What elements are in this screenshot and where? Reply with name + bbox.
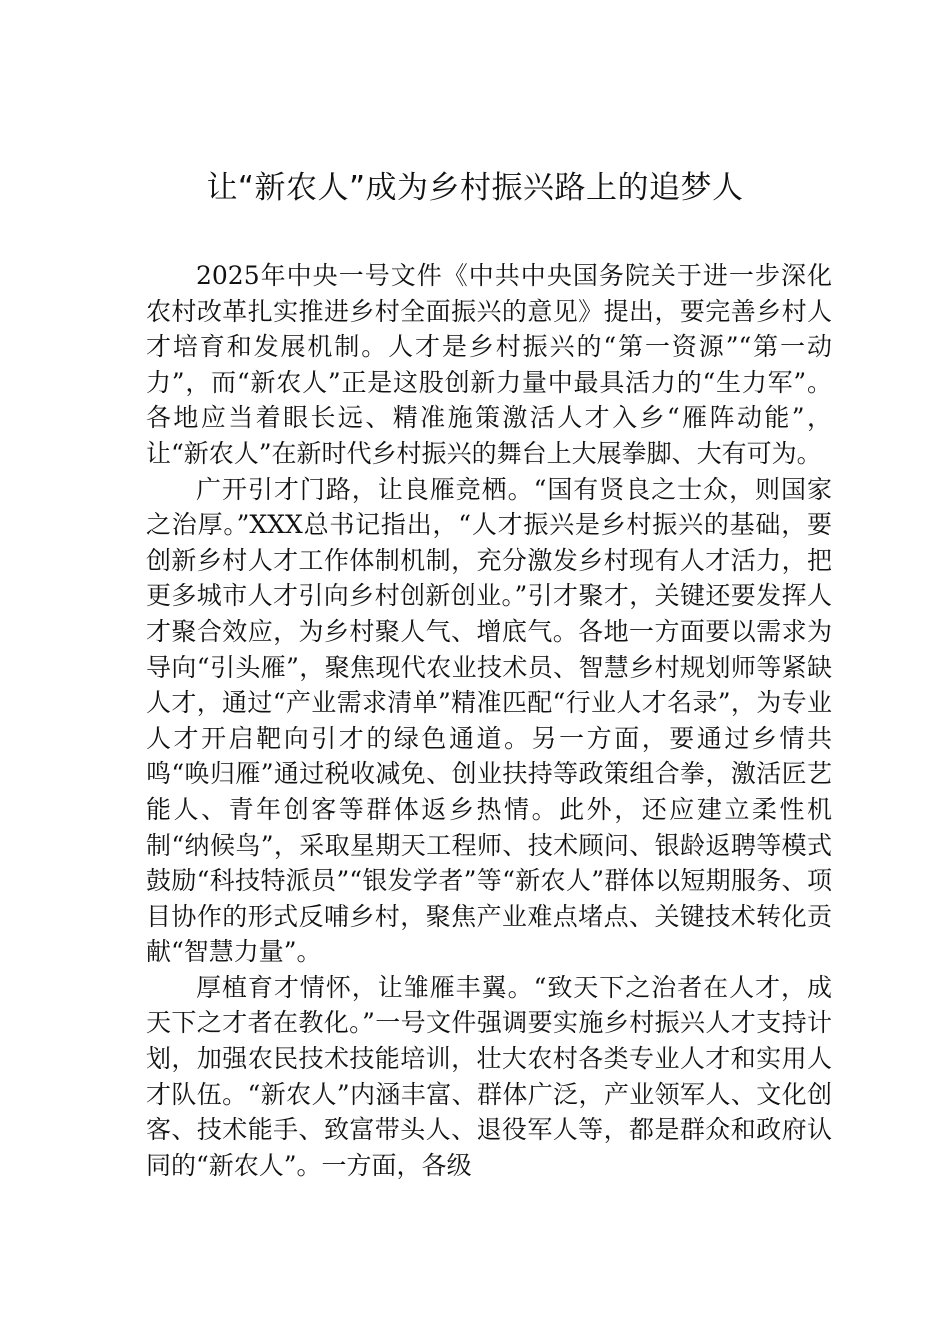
document-title: 让“新农人”成为乡村振兴路上的追梦人 <box>206 170 744 206</box>
document-body <box>146 258 832 1183</box>
paragraph-talent-cultivation: 厚植育才情怀，让雏雁丰翼。“致天下之治者在人才，成天下之才者在教化。”一号文件强调要实施乡村振兴人才支持计划，加强农民技术技能培训，壮大农村各类专业人才和实用人才队伍。“新农人”内涵丰富、群体广泛，产业领军人、文化创客、技术能手、致富带头人、退役军人等，都是群众和政府认同的“新农人”。一方面，各级 <box>146 972 832 1180</box>
paragraph-talent-attraction: 广开引才门路，让良雁竞栖。“国有贤良之士众，则国家之治厚。”XXX总书记指出，“人才振兴是乡村振兴的基础，要创新乡村人才工作体制机制，充分激发乡村现有人才活力，把更多城市人才引向乡村创新创业。”引才聚才，关键还要发挥人才聚合效应，为乡村聚人气、增底气。各地一方面要以需求为导向“引头雁”，聚焦现代农业技术员、智慧乡村规划师等紧缺人才，通过“产业需求清单”精准匹配“行业人才名录”，为专业人才开启靶向引才的绿色通道。另一方面，要通过乡情共鸣“唤归雁”通过税收减免、创业扶持等政策组合拳，激活匠艺能人、青年创客等群体返乡热情。此外，还应建立柔性机制“纳候鸟”，采取星期天工程师、技术顾问、银龄返聘等模式鼓励“科技特派员”“银发学者”等“新农人”群体以短期服务、项目协作的形式反哺乡村，聚焦产业难点堵点、关键技术转化贡献“智慧力量”。 <box>146 474 832 967</box>
paragraph-intro: 2025年中央一号文件《中共中央国务院关于进一步深化农村改革扎实推进乡村全面振兴的意见》提出，要完善乡村人才培育和发展机制。人才是乡村振兴的“第一资源”“第一动力”，而“新农人”正是这股创新力量中最具活力的“生力军”。各地应当着眼长远、精准施策激活人才入乡“雁阵动能”，让“新农人”在新时代乡村振兴的舞台上大展拳脚、大有可为。 <box>146 261 832 468</box>
